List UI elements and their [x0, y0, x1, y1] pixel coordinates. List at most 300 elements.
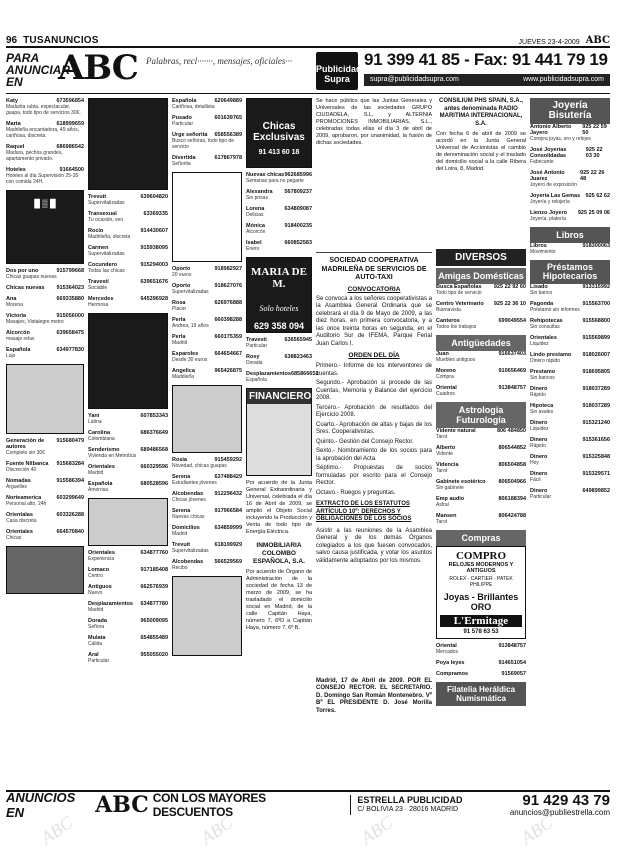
- entry-description: Española: [246, 377, 267, 383]
- entry-title: Serena: [172, 474, 191, 480]
- classified-entry: [246, 354, 312, 366]
- entry-title: Desplazamientos: [88, 601, 133, 607]
- classified-entry: [6, 461, 84, 473]
- entry-phone[interactable]: 925 62 62: [585, 193, 610, 199]
- entry-phone[interactable]: 915680479: [56, 438, 84, 444]
- alexandra-ad-graphic: █ ▒ █: [34, 199, 56, 208]
- classified-entry: [436, 496, 526, 508]
- entry-title: Carmen: [88, 245, 109, 251]
- entry-phone[interactable]: 962685996: [284, 172, 312, 178]
- footer-agency: [350, 795, 509, 815]
- entry-description: Tu ocasión, ven: [88, 217, 124, 223]
- entry-phone[interactable]: 915568800: [582, 318, 610, 324]
- entry-phone[interactable]: 634877760: [140, 550, 168, 556]
- filatelia-heading: Filatelia Heráldica Numismática: [436, 682, 526, 706]
- entry-description: Vivienda en Metrobús: [88, 453, 137, 459]
- entry-phone[interactable]: 617867978: [214, 155, 242, 161]
- classified-entry: [88, 550, 168, 562]
- classified-entry: [88, 447, 168, 459]
- entry-phone[interactable]: 601639765: [214, 115, 242, 121]
- entry-description: Dinero rápido: [530, 358, 561, 364]
- classified-entry: [436, 479, 526, 491]
- orden-dia-list: [316, 363, 432, 497]
- entry-description: Novedad, chicas guapas: [172, 463, 227, 469]
- classified-entry: [436, 428, 526, 440]
- entry-title: Serena: [172, 508, 191, 514]
- entry-title: Pusado: [172, 115, 192, 121]
- entry-title-row: [6, 438, 84, 450]
- classified-entry: [172, 508, 242, 520]
- classified-entry: [88, 413, 168, 425]
- entry-phone[interactable]: 915938095: [140, 245, 168, 251]
- entry-phone[interactable]: 913315992: [582, 284, 610, 290]
- entry-title: Dinero: [530, 454, 548, 460]
- classified-entry: [530, 284, 610, 296]
- entry-title: Alberto: [436, 445, 456, 451]
- financieros-box: [246, 388, 318, 476]
- entry-description: Chicas: [6, 535, 22, 541]
- entry-description: Sin consultas: [530, 324, 560, 330]
- classified-entry: [436, 368, 526, 380]
- entry-description: Rápido: [530, 443, 546, 449]
- ermitage-phone: 91 578 63 53: [463, 629, 499, 635]
- entry-phone[interactable]: 567809237: [284, 189, 312, 195]
- watermark: ABC: [357, 812, 397, 849]
- entry-title: Angelica: [172, 368, 195, 374]
- entry-description: Experiencia: [88, 556, 115, 562]
- entry-phone[interactable]: 925 25 09 06: [577, 210, 610, 216]
- section-title: TUSANUNCIOS: [23, 35, 99, 46]
- joyeria-heading: Joyería Bisutería: [530, 98, 610, 124]
- entry-phone[interactable]: 680528596: [140, 481, 168, 487]
- classified-entry: [436, 513, 526, 525]
- supra-logo: Publicidad Supra: [316, 52, 358, 90]
- entry-phone[interactable]: 660329596: [140, 464, 168, 470]
- entry-description: Casa discreta: [6, 518, 37, 524]
- entry-title: Travesti: [246, 337, 267, 343]
- entry-title: Rehipotecas: [530, 318, 563, 324]
- entry-phone[interactable]: 915056000: [56, 313, 84, 319]
- entry-phone[interactable]: 914430607: [140, 228, 168, 234]
- classified-entry: [6, 121, 84, 139]
- diversos-heading: DIVERSOS: [436, 249, 526, 266]
- classified-entry: [436, 301, 526, 313]
- joyas-title: Joyas - Brillantes ORO: [443, 592, 519, 612]
- entry-phone[interactable]: 806504966: [498, 479, 526, 485]
- orden-dia-item: Octavo.- Ruegos y preguntas.: [316, 489, 396, 496]
- consilium-heading: CONSILIUM PHS SPAIN, S.A., antes denominada RADIO MARITIMA INTERNACIONAL, S.A.: [439, 98, 523, 127]
- entry-description: Movimiento: [530, 249, 556, 255]
- classified-entry: [172, 283, 242, 295]
- footer-email[interactable]: anuncios@publiestrella.com: [509, 808, 610, 817]
- entry-description: Joyería y relojería: [530, 199, 570, 205]
- classified-entry: [436, 643, 526, 655]
- entry-description: Madrileña encantadora, 49 años, cariñosa, discreta.: [6, 127, 80, 139]
- classified-entry: [172, 457, 242, 469]
- entry-title: Antiguos: [88, 584, 112, 590]
- entry-title: Transexual: [88, 211, 117, 217]
- footer-brand: ABC: [95, 792, 149, 818]
- classified-entry: [88, 635, 168, 647]
- classified-entry: [172, 98, 242, 110]
- entry-title: Travestí: [88, 279, 109, 285]
- entry-title-row: [530, 147, 610, 159]
- masthead-phone: 91 399 41 85 - Fax: 91 441 79 19: [364, 50, 608, 69]
- classified-entry: [88, 228, 168, 240]
- entry-description: Arguelles: [6, 484, 27, 490]
- entry-title: Trevuit: [172, 542, 191, 548]
- entry-phone[interactable]: 634977830: [56, 347, 84, 353]
- entry-phone[interactable]: 637488429: [214, 474, 242, 480]
- entry-phone[interactable]: 566529569: [214, 559, 242, 565]
- chicas-exclusivas-title: Chicas Exclusivas: [253, 121, 305, 143]
- entry-phone[interactable]: 918982927: [214, 266, 242, 272]
- entry-phone[interactable]: 658556389: [214, 132, 242, 138]
- page-header: [6, 34, 610, 48]
- entry-description: Muebles antiguos: [436, 357, 476, 363]
- orden-dia-item: Primero.- Informe de los interventores de cuentas.: [316, 363, 432, 377]
- col1-list: [6, 98, 84, 185]
- entry-phone[interactable]: 689486568: [140, 447, 168, 453]
- classified-entry: [6, 347, 84, 359]
- classified-entry: [6, 330, 84, 342]
- astrologia-list: [436, 428, 526, 525]
- footer-slogan: CON LOS MAYORES DESCUENTOS: [152, 791, 266, 819]
- entry-title: José Joyerías Consolidadas: [530, 147, 567, 159]
- entry-description: Astral: [436, 502, 449, 508]
- entry-description: Supervitalizadas: [172, 289, 209, 295]
- entry-title: Canteros: [436, 318, 460, 324]
- classified-entry: [530, 352, 610, 364]
- entry-phone[interactable]: 915683284: [56, 461, 84, 467]
- page-date: JUEVES 23-4-2009: [518, 39, 580, 46]
- entry-phone[interactable]: 639604820: [140, 194, 168, 200]
- entry-description: Tarot: [436, 468, 448, 474]
- entry-phone[interactable]: 918037289: [582, 403, 610, 409]
- entry-description: Vidente: [436, 451, 453, 457]
- entry-phone[interactable]: 806544852: [498, 445, 526, 451]
- classified-entry: [88, 618, 168, 630]
- classified-entry: [530, 437, 610, 449]
- masthead-email[interactable]: supra@publicidadsupra.com: [370, 76, 459, 83]
- entry-description: Fabricante: [530, 159, 554, 165]
- entry-description: Señora: [88, 624, 105, 630]
- entry-phone[interactable]: 626976888: [214, 300, 242, 306]
- entry-title: Rosy: [246, 354, 260, 360]
- column-2: [88, 98, 168, 669]
- entry-phone[interactable]: 649899852: [582, 488, 610, 494]
- entry-phone[interactable]: 925 22 36 10: [493, 301, 526, 307]
- entry-description: Particular: [530, 494, 552, 500]
- entry-title: Oriental: [436, 643, 457, 649]
- entry-phone[interactable]: 914651054: [498, 660, 526, 666]
- entry-description: Todos los trabajos: [436, 324, 477, 330]
- coop-text: Se convoca a los señores cooperativistas a la Asamblea General Ordinaria que se celebrará el día 9 de Mayo de 2009, a las diez horas, en primera convocatoria, y a las once treinta horas en segunda, en el Auditorio Sur de IFEMA, Parque Ferial Juan Carlos I.: [316, 295, 432, 347]
- classified-entry: [6, 512, 84, 524]
- entry-phone[interactable]: 634809087: [284, 206, 312, 212]
- orden-dia-item: Sexto.- Nombramiento de los socios para la aprobación del Acta.: [316, 448, 432, 462]
- amigas-heading: Amigas Domésticas: [436, 268, 526, 284]
- entry-phone[interactable]: 918627076: [214, 283, 242, 289]
- classified-entry: [436, 318, 526, 330]
- entry-phone[interactable]: 620649889: [214, 98, 242, 104]
- orden-dia-item: Tercero.- Aprobación de resultados del Ejercicio 2008.: [316, 404, 432, 418]
- entry-phone[interactable]: 685866653: [290, 371, 319, 377]
- entry-phone[interactable]: 925 22 92 60: [493, 284, 526, 290]
- entry-title: Carolina: [88, 430, 111, 436]
- entry-phone[interactable]: 918037289: [582, 386, 610, 392]
- orden-dia-item: Séptimo.- Propuestas de socios formuladas por escrito para el Consejo Rector.: [316, 465, 432, 486]
- classified-entry: [530, 403, 610, 415]
- entry-description: Liquidez: [530, 426, 549, 432]
- financieros-heading: FINANCIEROS: [249, 391, 318, 402]
- financieros-text: Por acuerdo de la Junta General Extraordinaria y Universal, celebrada el día 16 de Abril de 2009, se amplió el Objeto Social incluyendo la Producción y Venta de todo tipo de Energía Eléctrica.: [246, 480, 312, 535]
- masthead-contact: [364, 74, 610, 86]
- entry-phone[interactable]: 603326288: [56, 512, 84, 518]
- classified-entry: [246, 371, 319, 383]
- entry-phone[interactable]: 654855489: [140, 635, 168, 641]
- entry-description: Busco señoras, todo tipo de servicio: [172, 138, 234, 150]
- entry-title: Lomaco: [88, 567, 110, 573]
- astrologia-heading: Astrología Futurología: [436, 402, 526, 428]
- entry-description: Fácil: [530, 477, 541, 483]
- classified-entry: [436, 660, 526, 666]
- chicas-exclusivas-ad: [246, 98, 312, 168]
- watermark: ABC: [517, 812, 557, 849]
- entry-phone[interactable]: 965009095: [140, 618, 168, 624]
- entry-phone[interactable]: 634877780: [140, 601, 168, 607]
- col4-list: [246, 172, 312, 252]
- entry-description: Liquidez: [530, 341, 549, 347]
- entry-phone[interactable]: 955055020: [140, 652, 168, 658]
- entry-phone[interactable]: 915321240: [582, 420, 610, 426]
- entry-phone[interactable]: 912296432: [214, 491, 242, 497]
- entry-title: Orientales: [88, 550, 115, 556]
- column-5: [316, 98, 432, 715]
- entry-phone[interactable]: 806504858: [498, 462, 526, 468]
- entry-phone[interactable]: 925 22 59 50: [582, 124, 607, 136]
- entry-phone[interactable]: 660398288: [214, 317, 242, 323]
- entry-phone[interactable]: 673596854: [56, 98, 84, 104]
- entry-phone[interactable]: 638823463: [284, 354, 312, 360]
- entry-phone[interactable]: 925 22 26 48: [580, 170, 605, 182]
- entry-title: Juan: [436, 351, 449, 357]
- classified-entry: [172, 155, 242, 167]
- entry-phone[interactable]: 63369335: [143, 211, 168, 217]
- entry-description: Todo tipo de servicio: [436, 290, 482, 296]
- entry-description: Madrid: [172, 531, 188, 537]
- compro-title: COMPRO: [455, 550, 507, 562]
- entry-description: Hermosa: [88, 302, 109, 308]
- entry-phone[interactable]: 607853343: [140, 413, 168, 419]
- entry-title: Gabinete esotérico: [436, 479, 486, 485]
- classified-entry: [172, 115, 242, 127]
- col1c-list: [6, 438, 84, 541]
- entry-phone[interactable]: 925 22 03 30: [585, 147, 603, 159]
- entry-phone[interactable]: 806188394: [498, 496, 526, 502]
- entry-phone[interactable]: 913848757: [498, 643, 526, 649]
- entry-description: Sin bancos: [530, 375, 555, 381]
- entry-description: Joyero de exposición: [530, 182, 577, 188]
- entry-phone[interactable]: 918026007: [582, 352, 610, 358]
- entry-phone[interactable]: 915799668: [56, 268, 84, 274]
- entry-phone[interactable]: 913848757: [498, 385, 526, 391]
- entry-phone[interactable]: 916637403: [498, 351, 526, 357]
- classified-entry: [88, 652, 168, 664]
- entry-title: Dinero: [530, 471, 548, 477]
- entry-phone[interactable]: 603299649: [56, 495, 84, 501]
- entry-title: Dos por uno: [6, 268, 39, 274]
- classified-entry: [172, 300, 242, 312]
- orden-dia-heading: ORDEN DEL DÍA: [348, 352, 400, 359]
- orden-dia-item: Segundo.- Aprobación si procede de las Cuentas, Memoria y Balance del ejercicio 2008.: [316, 380, 432, 401]
- entry-phone[interactable]: 618999659: [56, 121, 84, 127]
- compras-heading: Compras: [436, 530, 526, 546]
- entry-title: Fuente Nilbanca: [6, 461, 49, 467]
- extracto-heading: EXTRACTO DE LOS ESTATUTOS ARTÍCULO 10º: DERECHOS Y OBLIGACIONES DE LOS SOCIOS: [316, 501, 412, 522]
- entry-title: Katy: [6, 98, 18, 104]
- entry-title: Nomadas: [6, 478, 31, 484]
- entry-phone[interactable]: 91664500: [59, 167, 84, 173]
- entry-title: Compramos: [436, 671, 469, 677]
- classified-entry: [530, 124, 610, 142]
- classified-entry: [530, 147, 610, 165]
- entry-phone[interactable]: 915586394: [56, 478, 84, 484]
- col3b-list: [172, 266, 242, 380]
- entry-title: Orientales: [88, 464, 115, 470]
- entry-phone[interactable]: 915563700: [582, 301, 610, 307]
- entry-title-row: [6, 285, 84, 291]
- entry-phone[interactable]: 669335880: [56, 296, 84, 302]
- entry-description: Morena: [6, 302, 23, 308]
- entry-description: Supervitalizadas: [88, 200, 125, 206]
- entry-phone[interactable]: 917185408: [140, 567, 168, 573]
- entry-phone[interactable]: 910656469: [498, 368, 526, 374]
- entry-phone[interactable]: 918400235: [284, 223, 312, 229]
- entry-title: Prestamo: [530, 369, 556, 375]
- colombo-text: Por acuerdo de Órgano de Administración de la sociedad de fecha 13 de marzo de 2009, se ha trasladado el domicilio social en Madrid, de la calle Capitán Haya, número 7, 6ºD a Capitán Haya, número 7, 6º B.: [246, 569, 312, 631]
- classified-entry: [172, 559, 242, 571]
- classified-entry: [530, 193, 610, 205]
- entry-title: Vidente natural: [436, 428, 476, 434]
- entry-phone[interactable]: 806424788: [498, 513, 526, 519]
- entry-phone[interactable]: 917966584: [214, 508, 242, 514]
- entry-title: Lisado: [530, 284, 548, 290]
- entry-title: Mercedes: [88, 296, 114, 302]
- classified-entry: [6, 529, 84, 541]
- col2c-list: [88, 550, 168, 664]
- entry-phone[interactable]: 915364023: [56, 285, 84, 291]
- orden-dia-item: Cuarto.- Aprobación de altas y bajas de los Sres. Cooperativistas.: [316, 421, 432, 435]
- antiguedades-list: [436, 351, 526, 397]
- entry-phone[interactable]: 664654667: [214, 351, 242, 357]
- entry-title: Orientales: [6, 529, 33, 535]
- entry-title: Emp audio: [436, 496, 465, 502]
- entry-phone[interactable]: 634859999: [214, 525, 242, 531]
- entry-title: Oporto: [172, 266, 191, 272]
- classified-entry: [172, 491, 242, 503]
- entry-phone[interactable]: 915361656: [582, 437, 610, 443]
- entry-phone[interactable]: 915325848: [582, 454, 610, 460]
- entry-title: José Antonio Juarez: [530, 170, 565, 182]
- entry-description: Madrileña: [172, 374, 194, 380]
- entry-phone[interactable]: 915294003: [140, 262, 168, 268]
- classified-entry: [530, 386, 610, 398]
- entry-phone[interactable]: 686376649: [140, 430, 168, 436]
- entry-title: Lienzo Joyero: [530, 210, 567, 216]
- entry-phone[interactable]: 645396928: [140, 296, 168, 302]
- entry-phone[interactable]: 618199929: [214, 542, 242, 548]
- classified-entry: [436, 462, 526, 474]
- entry-description: Madrileña, discreta: [88, 234, 131, 240]
- classified-entry: [530, 170, 610, 188]
- entry-phone[interactable]: 918695805: [582, 369, 610, 375]
- entry-phone[interactable]: 636565945: [284, 337, 312, 343]
- col2-list: [88, 194, 168, 308]
- entry-title: Desplazamientos: [246, 371, 291, 377]
- entry-title: Hoteles: [6, 167, 26, 173]
- masthead-web[interactable]: www.publicidadsupra.com: [523, 76, 604, 83]
- entry-description: Chicas guapas nuevas: [6, 274, 57, 280]
- entry-title: Isabel: [246, 240, 262, 246]
- entry-title: Alexandra: [246, 189, 273, 195]
- entry-phone[interactable]: 660175359: [214, 334, 242, 340]
- entry-phone[interactable]: 915329571: [582, 471, 610, 477]
- coop-convocatoria: CONVOCATORIA: [347, 285, 401, 293]
- entry-title: Lindo prestamo: [530, 352, 572, 358]
- entry-phone[interactable]: 639651676: [140, 279, 168, 285]
- entry-description: Latina: [88, 419, 102, 425]
- entry-phone[interactable]: 918300063: [582, 243, 610, 249]
- entry-description: Hoy: [530, 460, 539, 466]
- entry-phone[interactable]: 686986542: [56, 144, 84, 150]
- entry-phone[interactable]: 660852583: [284, 240, 312, 246]
- entry-phone[interactable]: 662576939: [140, 584, 168, 590]
- classified-entry: [530, 369, 610, 381]
- entry-description: Hoteles al día Supervisión 25-35 con comida 24H.: [6, 173, 79, 185]
- entry-title: Yani: [88, 413, 100, 419]
- compro-subtitle: RELOJES MODERNOS Y ANTIGUOS: [448, 562, 514, 574]
- entry-title: Mulata: [88, 635, 106, 641]
- col1b-list: [6, 268, 84, 359]
- entry-phone[interactable]: 915459292: [214, 457, 242, 463]
- entry-phone[interactable]: 915569899: [582, 335, 610, 341]
- classified-entry: [88, 430, 168, 442]
- entry-phone[interactable]: 806 484850: [496, 428, 526, 434]
- entry-phone[interactable]: 699049554: [498, 318, 526, 324]
- classified-entry: [530, 488, 610, 500]
- entry-phone[interactable]: 965426875: [214, 368, 242, 374]
- entry-description: Discreción 40: [6, 467, 37, 473]
- entry-description: Madrid: [88, 607, 104, 613]
- compro-brands: ROLEX · CARTIER · PATEK PHILIPPE: [449, 576, 513, 588]
- glamour-ad: [88, 498, 168, 546]
- entry-phone[interactable]: 91569057: [501, 671, 526, 677]
- entry-phone[interactable]: 664570840: [56, 529, 84, 535]
- entry-description: Buenavista: [436, 307, 461, 313]
- entry-phone[interactable]: 639658475: [56, 330, 84, 336]
- classified-entry: [530, 210, 610, 222]
- classified-entry: [246, 240, 312, 252]
- entry-title: Oriental: [436, 385, 457, 391]
- entry-title: Mansen: [436, 513, 457, 519]
- masthead-banner: [6, 50, 610, 94]
- classified-entry: [436, 351, 526, 363]
- entry-title: Victoria: [6, 313, 27, 319]
- classified-entry: [6, 285, 84, 291]
- entry-description: Estudiantes jóvenes: [172, 480, 217, 486]
- entry-title: Domicilios: [172, 525, 200, 531]
